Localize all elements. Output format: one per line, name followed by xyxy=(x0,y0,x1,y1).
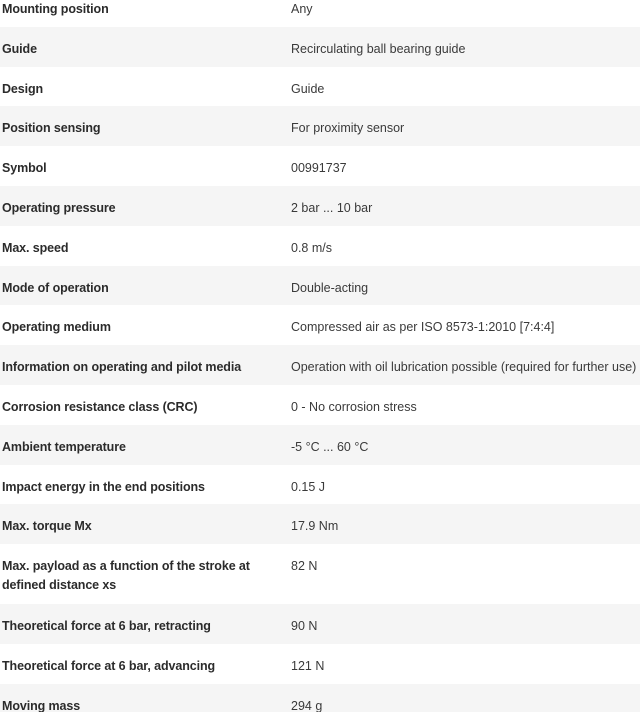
spec-label: Design xyxy=(2,81,44,96)
spec-value: 0.8 m/s xyxy=(291,240,332,255)
spec-value: Recirculating ball bearing guide xyxy=(291,41,466,56)
spec-value: Any xyxy=(291,2,313,16)
spec-label: Max. torque Mx xyxy=(2,519,92,534)
spec-value: Guide xyxy=(291,81,325,96)
spec-value: 0.15 J xyxy=(291,479,326,494)
spec-row-max-speed xyxy=(0,226,640,266)
spec-value: For proximity sensor xyxy=(291,121,405,136)
spec-label: Position sensing xyxy=(2,121,101,136)
spec-label: Moving mass xyxy=(2,698,81,712)
spec-value: Compressed air as per ISO 8573-1:2010 [7:4:4] xyxy=(291,320,555,335)
spec-row-max-payload xyxy=(0,544,640,604)
spec-label: Max. speed xyxy=(2,240,69,255)
spec-row-symbol xyxy=(0,146,640,186)
spec-value: 90 N xyxy=(291,618,318,633)
spec-row-operating-medium xyxy=(0,305,640,345)
spec-row-mounting-position xyxy=(0,0,640,27)
spec-row-design xyxy=(0,67,640,107)
spec-row-operating-pressure xyxy=(0,186,640,226)
spec-row-mode-of-operation xyxy=(0,266,640,306)
spec-row-impact-energy xyxy=(0,465,640,505)
spec-row-corrosion-resistance xyxy=(0,385,640,425)
spec-value: Operation with oil lubrication possible (required for further use) xyxy=(291,360,637,375)
spec-row-position-sensing xyxy=(0,106,640,146)
spec-value: 00991737 xyxy=(291,161,347,176)
spec-row-guide xyxy=(0,27,640,67)
spec-value: 17.9 Nm xyxy=(291,519,339,534)
spec-label: Max. payload as a function of the stroke at defined distance xs xyxy=(2,559,250,593)
spec-label: Theoretical force at 6 bar, advancing xyxy=(2,658,216,673)
spec-label: Corrosion resistance class (CRC) xyxy=(2,399,198,414)
spec-label: Impact energy in the end positions xyxy=(2,479,205,494)
spec-value: Double-acting xyxy=(291,280,369,295)
spec-row-ambient-temperature xyxy=(0,425,640,465)
spec-label: Symbol xyxy=(2,161,47,176)
spec-label: Mounting position xyxy=(2,2,109,16)
spec-row-moving-mass xyxy=(0,684,640,712)
spec-label: Guide xyxy=(2,41,37,56)
spec-value: 294 g xyxy=(291,698,323,712)
spec-label: Ambient temperature xyxy=(2,439,126,454)
spec-label: Mode of operation xyxy=(2,280,109,295)
spec-label: Operating pressure xyxy=(2,200,116,215)
spec-value: -5 °C ... 60 °C xyxy=(291,439,369,454)
spec-label: Theoretical force at 6 bar, retracting xyxy=(2,618,211,633)
spec-row-max-torque xyxy=(0,504,640,544)
spec-label: Operating medium xyxy=(2,320,111,335)
spec-row-operating-pilot-media xyxy=(0,345,640,385)
spec-value: 2 bar ... 10 bar xyxy=(291,200,373,215)
spec-row-force-retracting xyxy=(0,604,640,644)
spec-value: 82 N xyxy=(291,559,318,574)
spec-row-force-advancing xyxy=(0,644,640,684)
spec-value: 121 N xyxy=(291,658,325,673)
spec-label: Information on operating and pilot media xyxy=(2,360,242,375)
spec-value: 0 - No corrosion stress xyxy=(291,399,417,414)
